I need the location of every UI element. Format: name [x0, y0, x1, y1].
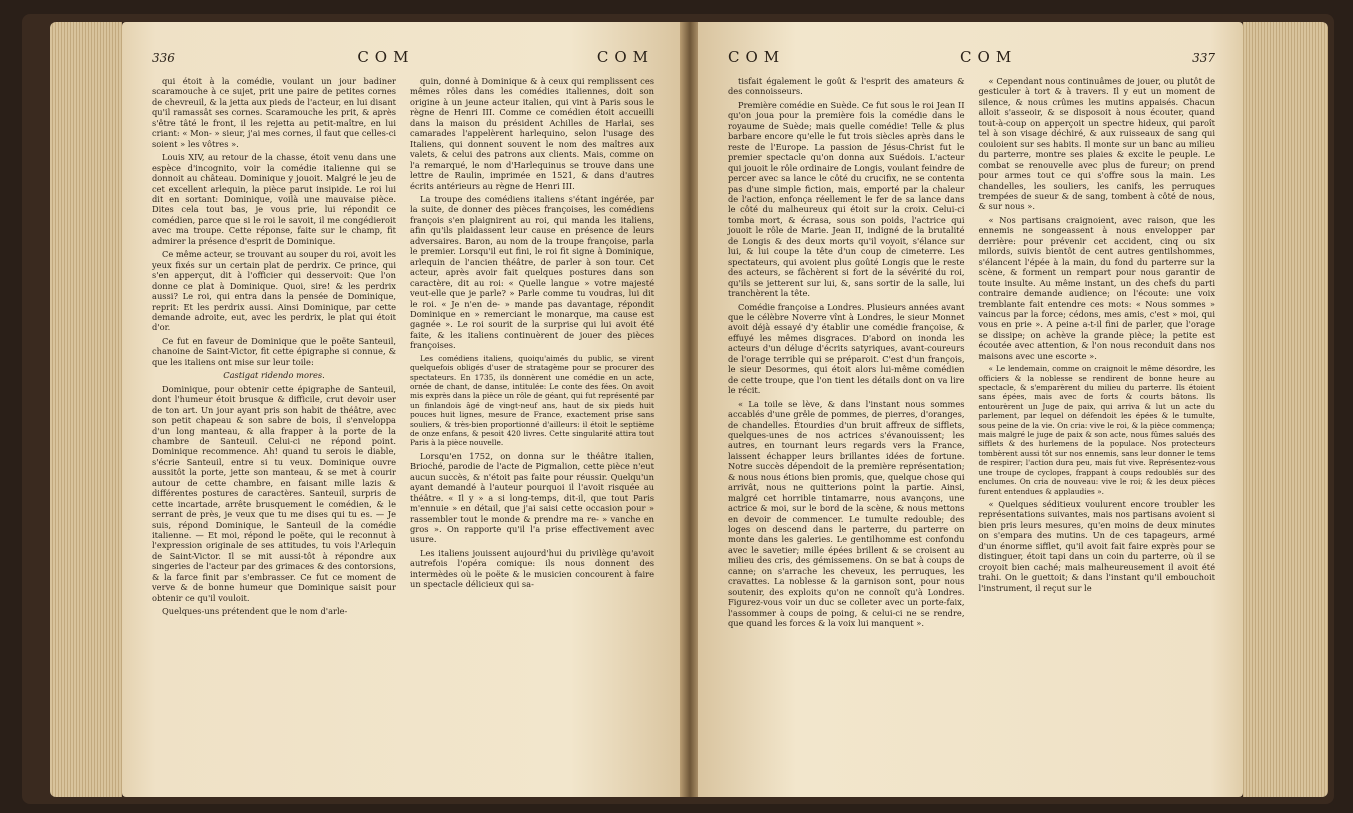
right-page-columns [728, 76, 1215, 632]
paragraph: Dominique, pour obtenir cette épigraphe de Santeuil, dont l'humeur étoit brusque & difficile, crut devoir user de ton art. Un jour ayant pris son habit de théâtre, avec son petit chapeau & son sabre de bois, il s'enveloppa d'un long manteau, & alla frapper à la porte de la chambre de Santeuil. Celui-ci ne répond point. Dominique recommence. Ah! quand tu serois le diable, s'écrie Santeuil, entre si tu veux. Dominique ouvre aussitôt la porte, jette son manteau, & se met à courir autour de cette chambre, en faisant mille lazis & différentes postures de caractères. Santeuil, surpris de cette incartade, arrête brusquement le comédien, & le serrant de près, je veux que tu me dises qui tu es. — Je suis, répond Dominique, le Santeuil de la comédie italienne. — Et moi, répond le poëte, qui le reconnut à l'expression originale de ses attitudes, tu vois l'Arlequin de Saint-Victor. Il se mit aussi-tôt à répondre aux singeries de l'acteur par des grimaces & des contorsions, & la farce finit par s'embrasser. Ce fut ce moment de verve & de bonne humeur que Dominique saisit pour obtenir ce qu'il vouloit. [152, 383, 396, 603]
page-number: 337 [1192, 51, 1215, 65]
paragraph: « Quelques séditieux voulurent encore troubler les représentations suivantes, mais nos partisans avoient si bien pris leurs mesures, qu'en moins de deux minutes on s'empara des mutins. Un de ces tapageurs, armé d'un énorme sifflet, qu'il avoit fait faire exprès pour se distinguer, étoit tapi dans un coin du parterre, où il se croyoit bien caché; mais malheureusement il avoit été trahi. On le guettoit; & dans l'instant qu'il embouchoit l'instrument, il reçut sur le [978, 498, 1215, 593]
left-page-columns [152, 76, 654, 620]
right-page-header [728, 48, 1215, 66]
paragraph: Louis XIV, au retour de la chasse, étoit venu dans une espèce d'incognito, voir la comédie italienne qui se donnoit au château. Dominique y jouoit. Malgré le jeu de cet excellent arlequin, la pièce parut insipide. Le roi lui dit en sortant: Dominique, voilà une mauvaise pièce. Dites cela tout bas, je vous prie, lui répondit ce comédien, parce que si le roi le savoit, il me congédieroit avec ma troupe. Cette réponse, faite sur le champ, fit admirer la présence d'esprit de Dominique. [152, 152, 396, 246]
epigraph: Castigat ridendo mores. [223, 370, 325, 381]
paragraph: « Le lendemain, comme on craignoit le même désordre, les officiers & la noblesse se rendirent de bonne heure au spectacle, & s'emparèrent du milieu du parterre. Ils étoient sans épées, mais avec de forts & courts bâtons. Ils entourèrent un Juge de paix, qui arriva & lut un acte du parlement, par lequel on défendoit les épées & le tumulte, sous peine de la vie. On cria: vive le roi, & la pièce commença; mais malgré le juge de paix & son acte, nous fûmes salués des sifflets & des hurlemens de la populace. Nos protecteurs tombèrent aussi tôt sur nos ennemis, sans leur donner le tems de respirer; l'action dura peu, mais fut vive. Représentez-vous une troupe de cyclopes, frappant à coups redoublés sur des enclumes. On cria de nouveau: vive le roi; & les deux pièces furent entendues & applaudies ». [978, 364, 1215, 496]
paragraph: Lorsqu'en 1752, on donna sur le théâtre italien, Brioché, parodie de l'acte de Pigmalion, cette pièce n'eut aucun succès, & n'étoit pas faite pour réussir. Quelqu'un ayant demandé à l'auteur pourquoi il l'avoit risquée au théâtre. « Il y » a si long-temps, dit-il, que tout Paris m'ennuie » en détail, que j'ai saisi cette occasion pour » rassembler tout le monde & prendre ma re- » vanche en gros ». On rapporte qu'il l'a prise effectivement avec usure. [410, 450, 654, 545]
paragraph: « Cependant nous continuâmes de jouer, ou plutôt de gesticuler à tort & à travers. Il y eut un moment de silence, & nous crûmes les mutins appaisés. Chacun alloit s'asseoir, & se disposoit à nous écouter, quand tout-à-coup on apperçoit un spectre hideux, qui paroît tel à son visage déchiré, & aux ruisseaux de sang qui couloient sur ses habits. Il monte sur un banc au milieu du parterre, montre ses plaies & excite le peuple. Le combat se renouvelle avec plus de fureur; on prend pour armes tout ce qui s'offre sous la main. Les chandelles, les souliers, les canifs, les perruques trempées de sueur & de sang, tombent à côté de nous, & sur nous ». [978, 76, 1215, 212]
right-page-edges [1243, 22, 1328, 797]
section-paragraph: Première comédie en Suède. Ce fut sous le roi Jean II qu'on joua pour la première fois la comédie dans le royaume de Suède; mais quelle comédie! Telle & plus barbare encore qu'elle le fut trois siècles après dans le reste de l'Europe. La passion de Jésus-Christ fut le premier spectacle qu'on donna aux Suédois. L'acteur qui jouoit le rôle ordinaire de Longis, voulant feindre de percer avec sa lance le côté du crucifix, ne se contenta pas d'une simple fiction, mais, emporté par la chaleur de l'action, enfonça réellement le fer de sa lance dans le côté du malheureux qui étoit sur la croix. Celui-ci tomba mort, & écrasa, sous son poids, l'actrice qui jouoit le rôle de Marie. Jean II, indigné de la brutalité de Longis & des deux morts qu'il voyoit, s'élance sur lui, & lui coupe la tête d'un coup de cimeterre. Les spectateurs, qui avoient plus goûté Longis que le reste des acteurs, se fâchèrent si fort de la sévérité du roi, qu'ils se jetterent sur lui, &, sans sortir de la salle, lui tranchèrent la tête. [728, 99, 965, 299]
paragraph: Ce fut en faveur de Dominique que le poëte Santeuil, chanoine de Saint-Victor, fit cette épigraphe si connue, & que les italiens ont mise sur leur toile: [152, 335, 396, 367]
column-left [728, 76, 965, 632]
running-head: COM [960, 48, 1018, 66]
left-page-header [152, 48, 654, 66]
paragraph: Les italiens jouissent aujourd'hui du privilège qu'avoit autrefois l'opéra comique: ils nous donnent des intermèdes où le poëte & le musicien concourent à faire un spectacle délicieux qui sa- [410, 547, 654, 590]
left-page [122, 22, 682, 797]
paragraph: qui étoit à la comédie, voulant un jour badiner scaramouche à ce sujet, prit une paire de petites cornes de chevreuil, & la jetta aux pieds de l'acteur, en lui disant qu'il ramassât ses cornes. Scaramouche les prit, & après s'être tâté le front, il les rejetta au petit-maître, en lui criant: « Mon- » sieur, j'ai mes cornes, il faut que celles-ci soient » les vôtres ». [152, 76, 396, 149]
column-right [410, 76, 654, 620]
paragraph: quin, donné à Dominique & à ceux qui remplissent ces mêmes rôles dans les comédies italiennes, doit son origine à un jeune acteur italien, qui vint à Paris sous le règne de Henri III. Comme ce comédien étoit accueilli dans la maison du président Achilles de Harlai, ses camarades l'appelèrent harlequino, selon l'usage des Italiens, qui donnent souvent le nom des maîtres aux valets, & celui des patrons aux clients. Mais, comme on l'a remarqué, le nom d'Harlequinus se trouve dans une lettre de Raulin, imprimée en 1521, & dans d'autres écrits antérieurs au règne de Henri III. [410, 76, 654, 191]
book-gutter [680, 22, 700, 797]
running-head: COM [596, 48, 654, 66]
right-page [698, 22, 1243, 797]
paragraph: Quelques-uns prétendent que le nom d'arle- [162, 606, 348, 617]
paragraph: Ce même acteur, se trouvant au souper du roi, avoit les yeux fixés sur un certain plat de perdrix. Ce prince, qui s'en apperçut, dit à l'officier qui desservoit: Que l'on donne ce plat à Dominique. Quoi, sire! & les perdrix aussi? Le roi, qui entra dans la pensée de Dominique, reprit: Et les perdrix aussi. Ainsi Dominique, par cette demande adroite, eut, avec les perdrix, le plat qui étoit d'or. [152, 249, 396, 333]
column-right [979, 76, 1216, 632]
running-head: COM [357, 48, 415, 66]
left-page-edges [50, 22, 122, 797]
paragraph: Les comédiens italiens, quoiqu'aimés du public, se virent quelquefois obligés d'user de stratagème pour se procurer des spectateurs. En 1735, ils donnèrent une comédie en un acte, ornée de chant, de danse, intitulée: Le conte des fées. On avoit mis exprès dans la pièce un rôle de géant, qui fut représenté par un finlandois âgé de vingt-neuf ans, haut de six pieds huit pouces huit lignes, mesure de France, exactement prise sans souliers, & très-bien proportionné d'ailleurs: il étoit le septième de onze enfans, & pesoit 420 livres. Cette singularité attira tout Paris à la pièce nouvelle. [410, 353, 654, 448]
paragraph: « La toile se lève, & dans l'instant nous sommes accablés d'une grêle de pommes, de pierres, d'oranges, de chandelles. Étourdies d'un bruit affreux de sifflets, quelques-unes de nos actrices s'évanouissent; les autres, en tournant leurs regards vers la France, laissent échapper leurs brillantes idées de fortune. Notre succès dépendoit de la première représentation; & nous nous étions bien promis, que, quelque chose qui arrivât, nous ne quitterions point la partie. Ainsi, malgré cet horrible tintamarre, nous avançons, une actrice & moi, sur le bord de la scène, & nous mettons en devoir de commencer. Le tumulte redouble; des loges on descend dans le parterre, du parterre on monte dans les galeries. Le gentilhomme est confondu avec le savetier; mille épées brillent & se croisent au milieu des cris, des gémissemens. On se bat à coups de canne; on s'arrache les cheveux, les perruques, les cravattes. La noblesse & la garnison sont, pour nous soutenir, des exploits qu'on ne connoît qu'à Londres. Figurez-vous voir un duc se colleter avec un porte-faix, l'assommer à coups de poing, & celui-ci ne se rendre, que quand les forces & la voix lui manquent ». [728, 398, 965, 629]
paragraph: La troupe des comédiens italiens s'étant ingérée, par la suite, de donner des pièces françoises, les comédiens françois s'en plaignirent au roi, qui manda les italiens, afin qu'ils plaidassent leur cause en présence de leurs adversaires. Baron, au nom de la troupe françoise, parla le premier. Lorsqu'il eut fini, le roi fit signe à Dominique, arlequin de l'ancien théâtre, de parler à son tour. Cet acteur, après avoir fait quelques postures dans son caractère, dit au roi: « Quelle langue » votre majesté veut-elle que je parle? » Parle comme tu voudras, lui dit le roi. « Je n'en de- » mande pas davantage, répondit Dominique en » remerciant le monarque, ma cause est gagnée ». Le roi sourit de la surprise qui lui avoit été faite, & les italiens continuèrent de jouer des pièces françoises. [410, 193, 654, 351]
paragraph: « Nos partisans craignoient, avec raison, que les ennemis ne songeassent à nous envelopper par derrière: pour prévenir cet accident, cinq ou six milords, suivis bientôt de cent autres gentilshommes, s'élancent l'épée à la main, du fond du parterre sur la scène, & forment un rempart pour nous garantir de toute insulte. Au même instant, un des chefs du parti contraire demande audience; on l'écoute: une voix tremblante fait entendre ces mots: « Nous sommes » vaincus par la force; cédons, mes amis, c'est » moi, qui vous en prie ». A peine a-t-il fini de parler, que l'orage se dissipe; on achève la grande pièce; la petite est écoutée avec attention, & l'on nous reconduit dans nos maisons avec une escorte ». [978, 214, 1215, 361]
running-head: COM [728, 48, 786, 66]
section-paragraph: Comédie françoise a Londres. Plusieurs années avant que le célèbre Noverre vînt à Londres, le sieur Monnet avoit déjà essayé d'y établir une comédie françoise, & effuyé les mêmes disgraces. D'abord on inonda les acteurs d'un déluge d'écrits satyriques, avant-coureurs de l'orage terrible qui se préparoit. C'est d'un françois, le sieur Desormes, qui étoit alors lui-même comédien de cette troupe, que l'on tient les détails dont on va lire le récit. [728, 301, 965, 396]
open-book [22, 14, 1334, 804]
column-left [152, 76, 396, 620]
paragraph: tisfait également le goût & l'esprit des amateurs & des connoisseurs. [728, 76, 965, 97]
page-number: 336 [152, 51, 175, 65]
